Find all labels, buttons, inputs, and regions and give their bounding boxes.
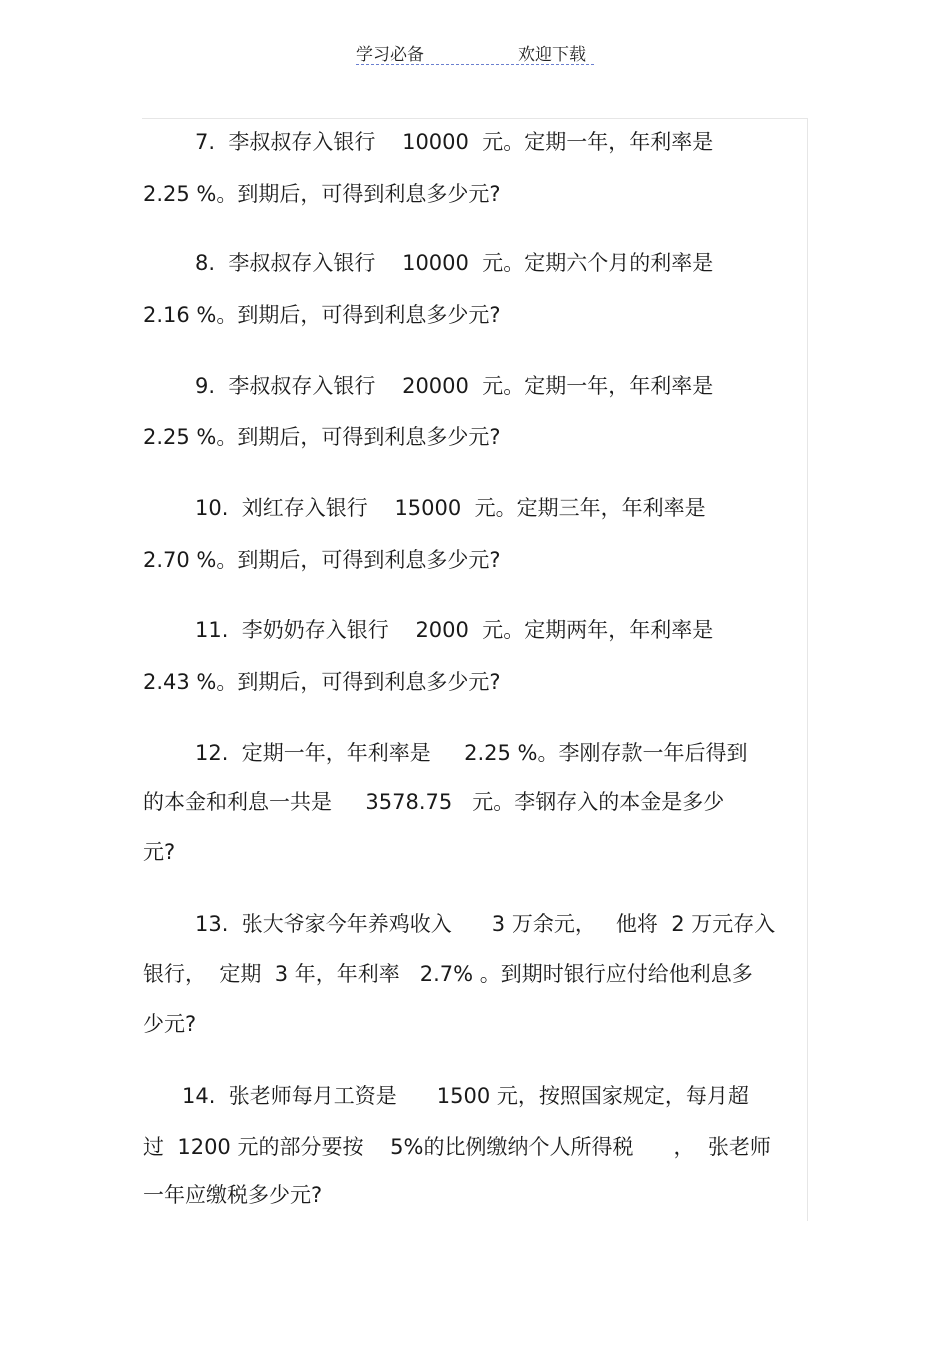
problem-12-line-3: 元? <box>143 840 176 864</box>
problem-7-line-1: 7. 李叔叔存入银行 10000 元。定期一年，年利率是 <box>195 130 714 154</box>
problem-10-line-1: 10. 刘红存入银行 15000 元。定期三年，年利率是 <box>195 496 706 520</box>
problem-10-line-2: 2.70 %。到期后，可得到利息多少元? <box>143 548 501 572</box>
header-left-text: 学习必备 <box>356 45 424 65</box>
problem-11-line-2: 2.43 %。到期后，可得到利息多少元? <box>143 670 501 694</box>
problem-14-line-1: 14. 张老师每月工资是 1500 元，按照国家规定，每月超 <box>182 1084 749 1108</box>
problem-13-line-3: 少元? <box>143 1012 197 1036</box>
problem-9-line-1: 9. 李叔叔存入银行 20000 元。定期一年，年利率是 <box>195 374 714 398</box>
header-right-text: 欢迎下载 <box>518 45 586 65</box>
problem-7-line-2: 2.25 %。到期后，可得到利息多少元? <box>143 182 501 206</box>
problem-11-line-1: 11. 李奶奶存入银行 2000 元。定期两年，年利率是 <box>195 618 714 642</box>
problem-12-line-1: 12. 定期一年，年利率是 2.25 %。李刚存款一年后得到 <box>195 741 748 765</box>
problem-8-line-1: 8. 李叔叔存入银行 10000 元。定期六个月的利率是 <box>195 251 714 275</box>
problem-12-line-2: 的本金和利息一共是 3578.75 元。李钢存入的本金是多少 <box>143 790 725 814</box>
page-header <box>356 40 594 65</box>
problem-9-line-2: 2.25 %。到期后，可得到利息多少元? <box>143 425 501 449</box>
problem-13-line-1: 13. 张大爷家今年养鸡收入 3 万余元， 他将 2 万元存入 <box>195 912 776 936</box>
problem-13-line-2: 银行， 定期 3 年，年利率 2.7% 。到期时银行应付给他利息多 <box>143 962 753 986</box>
problem-14-line-2: 过 1200 元的部分要按 5%的比例缴纳个人所得税 ， 张老师 <box>143 1135 771 1159</box>
problem-8-line-2: 2.16 %。到期后，可得到利息多少元? <box>143 303 501 327</box>
problem-14-line-3: 一年应缴税多少元? <box>143 1183 323 1207</box>
